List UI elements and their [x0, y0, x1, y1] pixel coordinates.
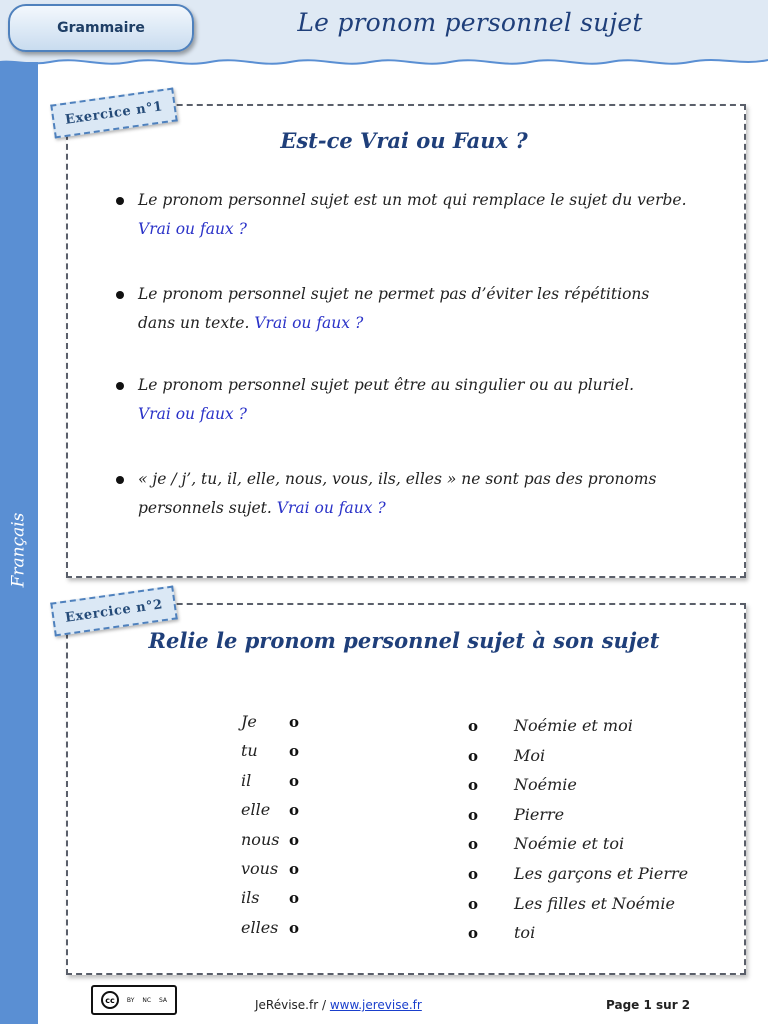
footer-separator: / — [321, 998, 327, 1012]
exercise-2-tag: Exercice n°2 — [50, 586, 178, 637]
exercise-2-title: Relie le pronom personnel sujet à son sujet — [148, 628, 660, 653]
pronoun-connector-dot[interactable]: o — [289, 860, 300, 878]
true-false-item — [110, 280, 690, 338]
bullet-icon — [116, 291, 124, 299]
bullet-icon — [116, 382, 124, 390]
subject-label: Les garçons et Pierre — [514, 864, 689, 883]
subject-connector-dot[interactable]: o — [468, 746, 479, 765]
pronoun-connector-dot[interactable]: o — [289, 889, 300, 908]
exercise-2-box — [66, 603, 746, 975]
subject-connector-dot[interactable]: o — [468, 717, 479, 735]
pronoun-label: il — [241, 770, 252, 790]
subject-label: Moi — [514, 745, 546, 765]
subject-label: toi — [514, 923, 536, 943]
true-false-prompt: Vrai ou faux ? — [138, 405, 247, 423]
statement-text: « je / j’, tu, il, elle, nous, vous, ils, elles » ne sont pas des pronoms personnels sujet. — [138, 470, 657, 517]
true-false-prompt: Vrai ou faux ? — [138, 220, 247, 238]
pronoun-label: Je — [241, 712, 257, 731]
subject-connector-dot[interactable]: o — [468, 835, 479, 854]
statement-text: Le pronom personnel sujet est un mot qui remplace le sujet du verbe. — [138, 191, 687, 209]
subject-connector-dot[interactable]: o — [468, 805, 479, 824]
subject-label: Noémie — [514, 775, 577, 795]
pronoun-label: elle — [241, 800, 271, 820]
pronoun-label: elles — [241, 917, 279, 937]
subject-label: Noémie et moi — [514, 716, 633, 735]
subject-label: Français — [8, 512, 29, 588]
pronoun-label: ils — [241, 888, 260, 908]
pronoun-connector-dot[interactable]: o — [289, 918, 300, 937]
statement-text: Le pronom personnel sujet peut être au singulier ou au pluriel. — [138, 376, 635, 394]
exercise-1-title: Est-ce Vrai ou Faux ? — [280, 128, 528, 153]
pronoun-connector-dot[interactable]: o — [289, 830, 300, 849]
exercise-1-tag: Exercice n°1 — [50, 88, 178, 139]
true-false-prompt: Vrai ou faux ? — [276, 499, 386, 517]
true-false-item — [110, 465, 690, 523]
bullet-icon — [116, 476, 124, 484]
subject-connector-dot[interactable]: o — [468, 865, 479, 883]
pronoun-label: tu — [241, 741, 258, 761]
cc-icon: cc — [101, 991, 119, 1009]
pronoun-connector-dot[interactable]: o — [289, 713, 300, 731]
true-false-item — [110, 186, 690, 244]
pronoun-connector-dot[interactable]: o — [289, 771, 300, 790]
bullet-icon — [116, 197, 124, 205]
subject-label: Pierre — [514, 804, 565, 824]
footer-site — [255, 998, 422, 1012]
license-label: NC — [142, 996, 152, 1004]
true-false-prompt: Vrai ou faux ? — [254, 314, 364, 332]
pronoun-connector-dot[interactable]: o — [289, 801, 300, 820]
license-label: BY — [126, 996, 135, 1004]
page-title: Le pronom personnel sujet — [297, 8, 643, 37]
site-name: JeRévise.fr — [255, 998, 319, 1012]
license-label: SA — [158, 996, 167, 1004]
true-false-item — [110, 371, 690, 429]
pronoun-label: vous — [241, 859, 279, 878]
creative-commons-badge — [91, 985, 177, 1015]
subject-connector-dot[interactable]: o — [468, 894, 479, 913]
subject-label: Noémie et toi — [514, 834, 625, 854]
subject-connector-dot[interactable]: o — [468, 924, 479, 943]
pronoun-connector-dot[interactable]: o — [289, 742, 300, 761]
page-number: Page 1 sur 2 — [606, 998, 691, 1012]
site-link[interactable]: www.jerevise.fr — [329, 998, 422, 1012]
subject-label: Les filles et Noémie — [514, 893, 675, 913]
statement-text: Le pronom personnel sujet ne permet pas d’éviter les répétitions dans un texte. — [138, 285, 650, 332]
category-badge: Grammaire — [8, 4, 194, 52]
subject-connector-dot[interactable]: o — [468, 776, 479, 795]
pronoun-label: nous — [241, 829, 280, 849]
